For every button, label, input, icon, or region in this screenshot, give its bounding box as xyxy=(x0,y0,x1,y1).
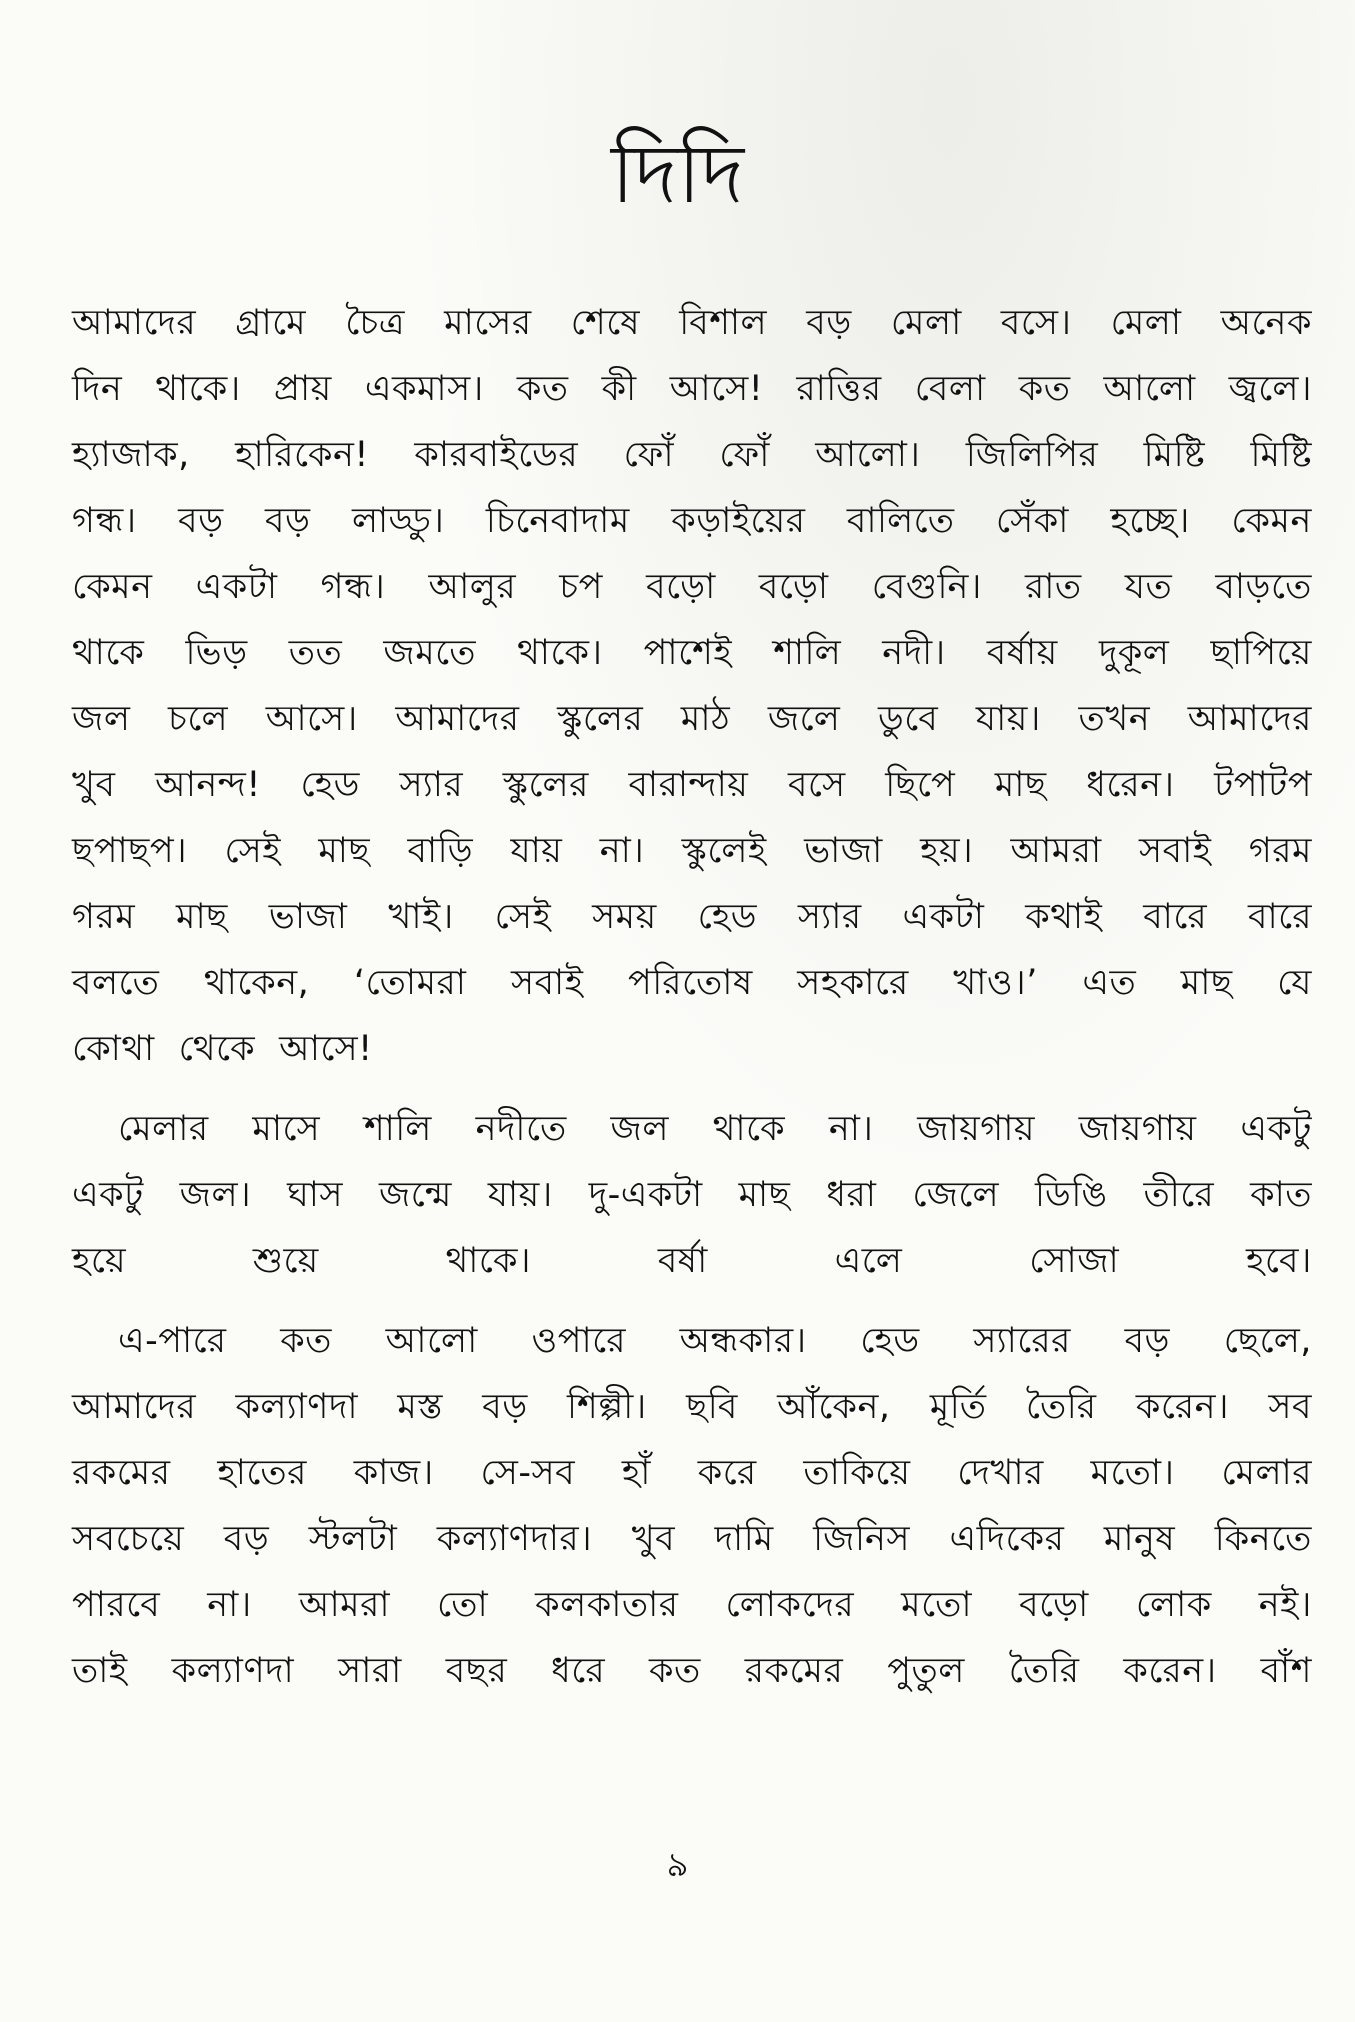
word: যায় xyxy=(510,831,563,871)
word: শালি xyxy=(773,633,842,673)
word: কারবাইডের xyxy=(414,435,579,475)
word: প্রায় xyxy=(273,369,332,409)
word: নই। xyxy=(1258,1585,1312,1625)
word: মেলা xyxy=(890,303,962,343)
word: জল xyxy=(72,699,131,739)
word: আমাদের xyxy=(395,699,520,739)
word: মতো xyxy=(901,1585,973,1625)
word: আসে! xyxy=(279,1029,373,1069)
word: মাছ xyxy=(318,831,371,871)
word: তৈরি xyxy=(1008,1651,1080,1691)
word: ছিপে xyxy=(885,765,956,805)
text-line xyxy=(72,488,1312,554)
word: যত xyxy=(1124,567,1173,607)
text-line xyxy=(72,950,1312,1016)
word: এত xyxy=(1082,963,1137,1003)
word: চলে xyxy=(168,699,229,739)
word: বারান্দায় xyxy=(628,765,749,805)
text-line xyxy=(72,554,1312,620)
word: শুয়ে xyxy=(252,1241,319,1281)
text-line xyxy=(72,1572,1312,1638)
word: ছেলে, xyxy=(1223,1321,1312,1361)
text-line xyxy=(72,884,1312,950)
paragraph xyxy=(72,290,1312,1082)
word: লাড্ডু। xyxy=(351,501,445,541)
word: বর্ষা xyxy=(657,1241,708,1281)
word: পুতুল xyxy=(887,1651,965,1691)
word: আলুর xyxy=(428,567,517,607)
text-line xyxy=(72,1228,1312,1294)
word: আলো। xyxy=(815,435,921,475)
word: গরম xyxy=(72,897,136,937)
text-line xyxy=(72,356,1312,422)
word: বড় xyxy=(806,303,852,343)
word: সেই xyxy=(224,831,281,871)
word: খাও।’ xyxy=(953,963,1038,1003)
word: তৈরি xyxy=(1025,1387,1097,1427)
word: এদিকের xyxy=(949,1519,1065,1559)
word: সে-সব xyxy=(480,1453,576,1493)
word: বসে xyxy=(787,765,846,805)
word: তো xyxy=(437,1585,489,1625)
word: থাকেন, xyxy=(203,963,310,1003)
word: আমরা xyxy=(298,1585,390,1625)
word: সবাই xyxy=(510,963,584,1003)
word: সারা xyxy=(338,1651,402,1691)
word: পরিতোষ xyxy=(627,963,753,1003)
text-line xyxy=(72,290,1312,356)
word: বাড়ি xyxy=(407,831,474,871)
word: কত xyxy=(516,369,569,409)
word: যে xyxy=(1277,963,1312,1003)
paragraph xyxy=(72,1096,1312,1294)
word: বেগুনি। xyxy=(871,567,982,607)
text-line xyxy=(72,422,1312,488)
word: রাত xyxy=(1025,567,1082,607)
word: ছপাছপ। xyxy=(72,831,188,871)
word: থাকে xyxy=(72,633,145,673)
word: তীরে xyxy=(1143,1175,1215,1215)
word: মাঠ xyxy=(680,699,731,739)
word: বলতে xyxy=(72,963,160,1003)
text-line xyxy=(72,1440,1312,1506)
word: খুব xyxy=(631,1519,676,1559)
word: চিনেবাদাম xyxy=(485,501,630,541)
word: কল্যাণদা xyxy=(171,1651,295,1691)
word: মেলার xyxy=(1221,1453,1312,1493)
word: কথাই xyxy=(1025,897,1103,937)
page-number: ৯ xyxy=(666,1845,689,1885)
word: পাশেই xyxy=(643,633,733,673)
word: মাছ xyxy=(176,897,228,937)
word: ভিড় xyxy=(185,633,248,673)
word: বসে। xyxy=(1000,303,1072,343)
word: মাছ xyxy=(738,1175,791,1215)
word: বড়ো xyxy=(758,567,829,607)
word: স্কুলের xyxy=(557,699,644,739)
word: এ-পারে xyxy=(118,1321,227,1361)
word: একমাস। xyxy=(364,369,484,409)
word: মস্ত xyxy=(397,1387,443,1427)
body-text xyxy=(72,290,1312,1704)
word: ধরেন। xyxy=(1086,765,1175,805)
word: বালিতে xyxy=(846,501,955,541)
word: স্কুলের xyxy=(502,765,589,805)
word: হাঁ xyxy=(621,1453,651,1493)
word: বড়ো xyxy=(1019,1585,1089,1625)
word: আসে! xyxy=(669,369,764,409)
paragraph-gap xyxy=(72,1082,1312,1096)
word: সহকারে xyxy=(797,963,909,1003)
word: তাকিয়ে xyxy=(803,1453,911,1493)
text-line xyxy=(72,1162,1312,1228)
word: হবে। xyxy=(1246,1241,1312,1281)
word: হারিকেন! xyxy=(235,435,369,475)
word: কত xyxy=(280,1321,332,1361)
word: বিশাল xyxy=(679,303,768,343)
word: গন্ধ। xyxy=(320,567,386,607)
word: না। xyxy=(828,1109,874,1149)
word: বড় xyxy=(265,501,311,541)
word: কী xyxy=(601,369,637,409)
word: আমাদের xyxy=(72,1387,197,1427)
word: হেড xyxy=(300,765,360,805)
word: মানুষ xyxy=(1103,1519,1176,1559)
word: ছাপিয়ে xyxy=(1210,633,1312,673)
word: কলকাতার xyxy=(535,1585,679,1625)
word: আনন্দ! xyxy=(155,765,261,805)
word: একটু xyxy=(1240,1109,1312,1149)
word: স্কুলেই xyxy=(681,831,767,871)
word: হাতের xyxy=(217,1453,307,1493)
word: জেলে xyxy=(912,1175,1000,1215)
word: রকমের xyxy=(72,1453,171,1493)
word: কেমন xyxy=(1231,501,1312,541)
word: জায়গায় xyxy=(1078,1109,1197,1149)
word: স্যারের xyxy=(973,1321,1071,1361)
word: গ্রামে xyxy=(235,303,307,343)
word: বছর xyxy=(445,1651,508,1691)
word: সোজা xyxy=(1029,1241,1120,1281)
word: দামি xyxy=(714,1519,774,1559)
text-line xyxy=(72,752,1312,818)
word: শিল্পী। xyxy=(567,1387,647,1427)
word: যায়। xyxy=(487,1175,553,1215)
word: কল্যাণদার। xyxy=(436,1519,593,1559)
word: ভাজা xyxy=(804,831,883,871)
word: বড় xyxy=(1124,1321,1171,1361)
word: পারবে xyxy=(72,1585,161,1625)
word: জল। xyxy=(179,1175,252,1215)
word: হেড xyxy=(860,1321,920,1361)
word: জ্বলে। xyxy=(1228,369,1312,409)
word: নদী। xyxy=(882,633,946,673)
word: ফোঁ xyxy=(719,435,770,475)
word: জন্মে xyxy=(378,1175,452,1215)
text-line xyxy=(72,1308,1312,1374)
word: স্টলটা xyxy=(308,1519,398,1559)
word: বারে xyxy=(1248,897,1312,937)
word: থাকে। xyxy=(517,633,603,673)
word: নদীতে xyxy=(475,1109,567,1149)
word: মিষ্টি xyxy=(1143,435,1206,475)
word: আমাদের xyxy=(72,303,197,343)
word: জিনিস xyxy=(813,1519,911,1559)
word: শেষে xyxy=(570,303,641,343)
word: একটা xyxy=(195,567,278,607)
word: লোকদের xyxy=(725,1585,855,1625)
text-line xyxy=(72,818,1312,884)
word: মতো। xyxy=(1090,1453,1175,1493)
paragraph-gap xyxy=(72,1294,1312,1308)
word: দুকূল xyxy=(1098,633,1170,673)
word: যায়। xyxy=(975,699,1041,739)
word: রকমের xyxy=(744,1651,844,1691)
word: জলে xyxy=(767,699,841,739)
word: হয়ে xyxy=(72,1241,127,1281)
word: সময় xyxy=(592,897,657,937)
word: না। xyxy=(599,831,645,871)
word: মাসে xyxy=(252,1109,321,1149)
word: কোথা xyxy=(72,1029,155,1069)
word: আমরা xyxy=(1010,831,1102,871)
word: ওপারে xyxy=(531,1321,626,1361)
word: সবাই xyxy=(1139,831,1212,871)
word: ছবি xyxy=(686,1387,738,1427)
word: থাকে। xyxy=(155,369,241,409)
word: কাত xyxy=(1250,1175,1312,1215)
word: টপাটপ xyxy=(1214,765,1312,805)
word: বর্ষায় xyxy=(986,633,1058,673)
word: আমাদের xyxy=(1187,699,1312,739)
word: মাছ xyxy=(994,765,1047,805)
text-line xyxy=(72,1638,1312,1704)
word: মাসের xyxy=(444,303,532,343)
word: জল xyxy=(610,1109,669,1149)
word: একটা xyxy=(902,897,985,937)
word: হচ্ছে। xyxy=(1110,501,1190,541)
word: করেন। xyxy=(1135,1387,1230,1427)
word: কত xyxy=(649,1651,701,1691)
word: বড় xyxy=(482,1387,528,1427)
word: মাছ xyxy=(1180,963,1233,1003)
word: না। xyxy=(207,1585,252,1625)
word: সেই xyxy=(494,897,552,937)
word: ধরা xyxy=(826,1175,877,1215)
word: ডুবে xyxy=(877,699,939,739)
word: সব xyxy=(1268,1387,1312,1427)
word: খাই। xyxy=(388,897,454,937)
text-line xyxy=(72,1506,1312,1572)
word: আসে। xyxy=(265,699,358,739)
word: হয়। xyxy=(920,831,974,871)
word: ভাজা xyxy=(268,897,348,937)
word: থেকে xyxy=(178,1029,256,1069)
word: করেন। xyxy=(1123,1651,1217,1691)
word: লোক xyxy=(1135,1585,1212,1625)
word: বারে xyxy=(1143,897,1208,937)
word: আঁকেন, xyxy=(777,1387,891,1427)
word: কত xyxy=(1018,369,1071,409)
word: সবচেয়ে xyxy=(72,1519,185,1559)
text-line xyxy=(72,620,1312,686)
word: বড় xyxy=(178,501,224,541)
paragraph xyxy=(72,1308,1312,1704)
word: জমতে xyxy=(383,633,476,673)
word: বাড়তে xyxy=(1215,567,1312,607)
word: এলে xyxy=(834,1241,903,1281)
word: চৈত্র xyxy=(345,303,406,343)
text-line xyxy=(72,1016,1312,1082)
word: কড়াইয়ের xyxy=(671,501,806,541)
word: জায়গায় xyxy=(917,1109,1035,1149)
word: মেলা xyxy=(1110,303,1182,343)
word: তত xyxy=(288,633,343,673)
text-line xyxy=(72,1096,1312,1162)
word: হেড xyxy=(697,897,758,937)
word: একটু xyxy=(72,1175,144,1215)
word: বড়ো xyxy=(646,567,716,607)
word: চপ xyxy=(559,567,603,607)
word: ফোঁ xyxy=(623,435,675,475)
word: মেলার xyxy=(118,1109,209,1149)
word: ডিঙি xyxy=(1035,1175,1108,1215)
word: কেমন xyxy=(72,567,153,607)
word: কাজ। xyxy=(353,1453,434,1493)
word: গন্ধ। xyxy=(72,501,137,541)
word: অন্ধকার। xyxy=(679,1321,807,1361)
word: আলো xyxy=(1103,369,1196,409)
word: শালি xyxy=(363,1109,432,1149)
text-line xyxy=(72,1374,1312,1440)
word: ঘাস xyxy=(287,1175,343,1215)
word: তখন xyxy=(1078,699,1151,739)
word: গরম xyxy=(1248,831,1312,871)
word: তাই xyxy=(72,1651,128,1691)
word: থাকে xyxy=(712,1109,786,1149)
word: ‘তোমরা xyxy=(353,963,467,1003)
word: বড় xyxy=(223,1519,270,1559)
word: খুব xyxy=(72,765,116,805)
word: দেখার xyxy=(957,1453,1044,1493)
word: বাঁশ xyxy=(1260,1651,1312,1691)
word: জিলিপির xyxy=(965,435,1099,475)
word: হ্যাজাক, xyxy=(72,435,190,475)
word: আলো xyxy=(385,1321,478,1361)
word: দু-একটা xyxy=(588,1175,703,1215)
word: রাত্তির xyxy=(796,369,882,409)
chapter-title: দিদি xyxy=(610,127,745,222)
word: দিন xyxy=(72,369,123,409)
word: বেলা xyxy=(914,369,986,409)
word: মূর্তি xyxy=(929,1387,987,1427)
word: করে xyxy=(697,1453,757,1493)
word: স্যার xyxy=(399,765,464,805)
word: কল্যাণদা xyxy=(235,1387,359,1427)
text-line xyxy=(72,686,1312,752)
word: সেঁকা xyxy=(995,501,1069,541)
word: ধরে xyxy=(551,1651,606,1691)
word: থাকে। xyxy=(445,1241,531,1281)
word: মিষ্টি xyxy=(1250,435,1312,475)
word: স্যার xyxy=(797,897,862,937)
word: অনেক xyxy=(1220,303,1312,343)
word: কিনতে xyxy=(1214,1519,1312,1559)
